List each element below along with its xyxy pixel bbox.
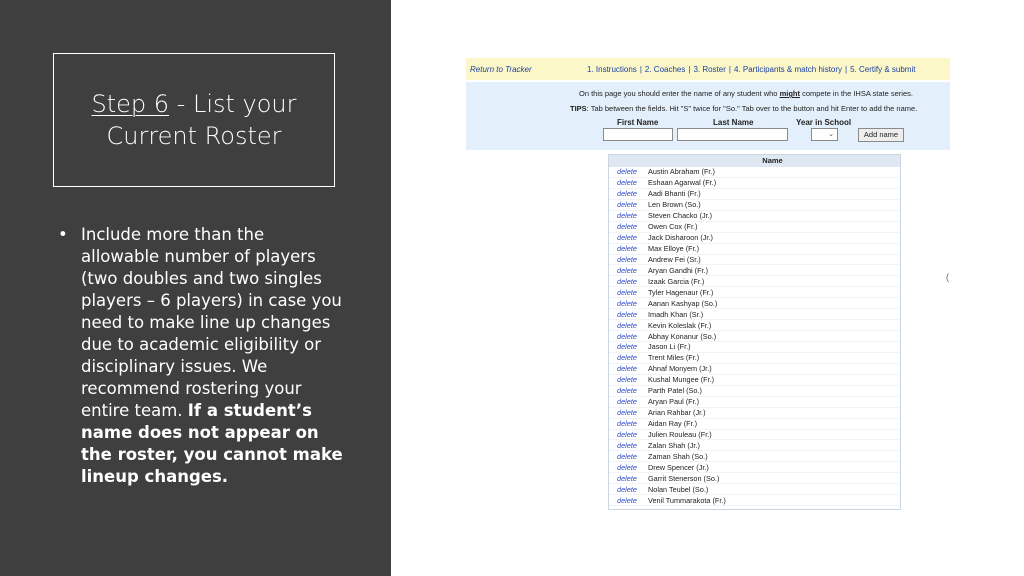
table-row: [609, 320, 900, 331]
delete-link[interactable]: delete: [617, 167, 637, 177]
delete-link[interactable]: delete: [617, 222, 637, 232]
delete-link[interactable]: delete: [617, 429, 637, 439]
table-row: [609, 189, 900, 200]
delete-link[interactable]: delete: [617, 364, 637, 374]
slide-title-rest: - List your: [169, 90, 297, 118]
delete-link[interactable]: delete: [617, 473, 637, 483]
roster-header: Name: [609, 155, 900, 167]
tips-label: TIPS: [570, 104, 587, 113]
player-name: Aadi Bhanti (Fr.): [648, 189, 701, 199]
first-name-header: First Name: [617, 118, 659, 127]
player-name: Max Elloye (Fr.): [648, 244, 700, 254]
player-name: Kushal Mungee (Fr.): [648, 375, 715, 385]
player-name: Parth Patel (So.): [648, 386, 702, 396]
tips-line: [570, 104, 917, 113]
delete-link[interactable]: delete: [617, 309, 637, 319]
table-row: [609, 430, 900, 441]
player-name: Zaman Shah (So.): [648, 451, 708, 461]
player-name: Owen Cox (Fr.): [648, 222, 698, 232]
info-line-pre: On this page you should enter the name of any student who: [579, 89, 780, 98]
table-row: [609, 178, 900, 189]
player-name: Aryan Gandhi (Fr.): [648, 265, 709, 275]
delete-link[interactable]: delete: [617, 254, 637, 264]
table-row: [609, 233, 900, 244]
nav-separator: |: [845, 65, 848, 74]
bullet-dot: •: [58, 225, 68, 244]
table-row: [609, 375, 900, 386]
nav-link-coaches[interactable]: 2. Coaches: [644, 65, 686, 74]
table-row: [609, 473, 900, 484]
table-row: [609, 419, 900, 430]
table-row: [609, 386, 900, 397]
player-name: Eshaan Agarwal (Fr.): [648, 178, 717, 188]
info-panel: [466, 82, 950, 150]
delete-link[interactable]: delete: [617, 408, 637, 418]
table-row: [609, 364, 900, 375]
table-row: [609, 440, 900, 451]
player-name: Abhay Konanur (So.): [648, 331, 717, 341]
slide-title-step: Step 6: [91, 90, 170, 118]
info-line-post: compete in the IHSA state series.: [799, 89, 913, 98]
roster-screenshot: [466, 58, 950, 510]
player-name: Steven Chacko (Jr.): [648, 211, 713, 221]
nav-link-roster[interactable]: 3. Roster: [693, 65, 726, 74]
table-row: [609, 408, 900, 419]
table-row: [609, 397, 900, 408]
table-row: [609, 244, 900, 255]
player-name: Imadh Khan (Sr.): [648, 309, 704, 319]
player-name: Aryan Paul (Fr.): [648, 397, 700, 407]
nav-link-participants[interactable]: 4. Participants & match history: [733, 65, 843, 74]
player-name: Arian Rahbar (Jr.): [648, 408, 706, 418]
bullet-text-bold: If a student’s name does not appear on the roster, you cannot make lineup changes.: [81, 401, 343, 486]
table-row: [609, 200, 900, 211]
tips-text: : Tab between the fields. Hit "S" twice for "So." Tab over to the button and hit Enter to add the name.: [586, 104, 918, 113]
nav-bar: [466, 58, 950, 80]
slide-title-box: [53, 53, 335, 187]
roster-table: [608, 154, 901, 510]
table-row: [609, 298, 900, 309]
table-row: [609, 276, 900, 287]
year-header: Year in School: [796, 118, 852, 127]
delete-link[interactable]: delete: [617, 287, 637, 297]
delete-link[interactable]: delete: [617, 375, 637, 385]
info-line-emphasis: might: [779, 89, 800, 98]
player-name: Zalan Shah (Jr.): [648, 440, 700, 450]
delete-link[interactable]: delete: [617, 440, 637, 450]
slide-title-line1: [91, 88, 296, 120]
last-name-input[interactable]: [677, 128, 788, 141]
table-row: [609, 451, 900, 462]
player-name: Izaak Garcia (Fr.): [648, 276, 705, 286]
delete-link[interactable]: delete: [617, 211, 637, 221]
nav-separator: |: [688, 65, 691, 74]
table-row: [609, 265, 900, 276]
player-name: Nolan Teubel (So.): [648, 484, 709, 494]
delete-link[interactable]: delete: [617, 484, 637, 494]
slide-title-line2: Current Roster: [106, 122, 282, 150]
delete-link[interactable]: delete: [617, 200, 637, 210]
table-row: [609, 353, 900, 364]
table-row: [609, 255, 900, 266]
table-row: [609, 222, 900, 233]
player-name: Jack Disharoon (Jr.): [648, 233, 713, 243]
table-row: [609, 211, 900, 222]
player-name: Tyler Hagenaur (Fr.): [648, 287, 714, 297]
player-name: Austin Abraham (Fr.): [648, 167, 715, 177]
player-name: Jason Li (Fr.): [648, 342, 691, 352]
table-row: [609, 495, 900, 506]
first-name-input[interactable]: [603, 128, 673, 141]
player-name: Ahnaf Monyem (Jr.): [648, 364, 712, 374]
delete-link[interactable]: delete: [617, 342, 637, 352]
delete-link[interactable]: delete: [617, 419, 637, 429]
bullet-item: [58, 224, 343, 488]
table-row: [609, 342, 900, 353]
return-to-tracker-link[interactable]: Return to Tracker: [470, 65, 532, 74]
year-select[interactable]: [811, 128, 838, 141]
delete-link[interactable]: delete: [617, 276, 637, 286]
table-row: [609, 462, 900, 473]
left-panel: [0, 0, 391, 576]
player-name: Aanan Kashyap (So.): [648, 298, 718, 308]
delete-link[interactable]: delete: [617, 462, 637, 472]
delete-link[interactable]: delete: [617, 265, 637, 275]
nav-link-certify[interactable]: 5. Certify & submit: [850, 65, 916, 74]
delete-link[interactable]: delete: [617, 397, 637, 407]
table-row: [609, 484, 900, 495]
nav-link-instructions[interactable]: 1. Instructions: [587, 65, 637, 74]
delete-link[interactable]: delete: [617, 353, 637, 363]
table-row: [609, 309, 900, 320]
table-row: [609, 167, 900, 178]
nav-separator: |: [639, 65, 642, 74]
nav-links: [587, 65, 915, 74]
player-name: Venil Tummarakota (Fr.): [648, 495, 726, 505]
player-name: Trent Miles (Fr.): [648, 353, 700, 363]
delete-link[interactable]: delete: [617, 244, 637, 254]
add-name-button[interactable]: Add name: [858, 128, 904, 142]
player-name: Aidan Ray (Fr.): [648, 419, 698, 429]
player-name: Len Brown (So.): [648, 200, 701, 210]
delete-link[interactable]: delete: [617, 189, 637, 199]
roster-rows: [609, 167, 900, 506]
chevron-down-icon: ⌄: [828, 131, 834, 138]
info-line: [579, 89, 913, 98]
bullet-text-normal: Include more than the allowable number of players (two doubles and two singles players – 6 players) in case you need to make line up changes due to academic eligibility or disciplinary issues. We recommend rostering your entire team.: [81, 225, 342, 420]
last-name-header: Last Name: [713, 118, 754, 127]
player-name: Kevin Koleslak (Fr.): [648, 320, 712, 330]
delete-link[interactable]: delete: [617, 386, 637, 396]
delete-link[interactable]: delete: [617, 320, 637, 330]
table-row: [609, 287, 900, 298]
nav-separator: |: [728, 65, 731, 74]
delete-link[interactable]: delete: [617, 451, 637, 461]
bullet-text: [81, 224, 343, 488]
delete-link[interactable]: delete: [617, 298, 637, 308]
delete-link[interactable]: delete: [617, 495, 637, 505]
player-name: Drew Spencer (Jr.): [648, 462, 709, 472]
delete-link[interactable]: delete: [617, 178, 637, 188]
delete-link[interactable]: delete: [617, 331, 637, 341]
table-row: [609, 331, 900, 342]
player-name: Garrit Stenerson (So.): [648, 473, 720, 483]
player-name: Julien Rouleau (Fr.): [648, 429, 712, 439]
delete-link[interactable]: delete: [617, 233, 637, 243]
stray-character: (: [946, 272, 949, 282]
player-name: Andrew Fei (Sr.): [648, 254, 701, 264]
